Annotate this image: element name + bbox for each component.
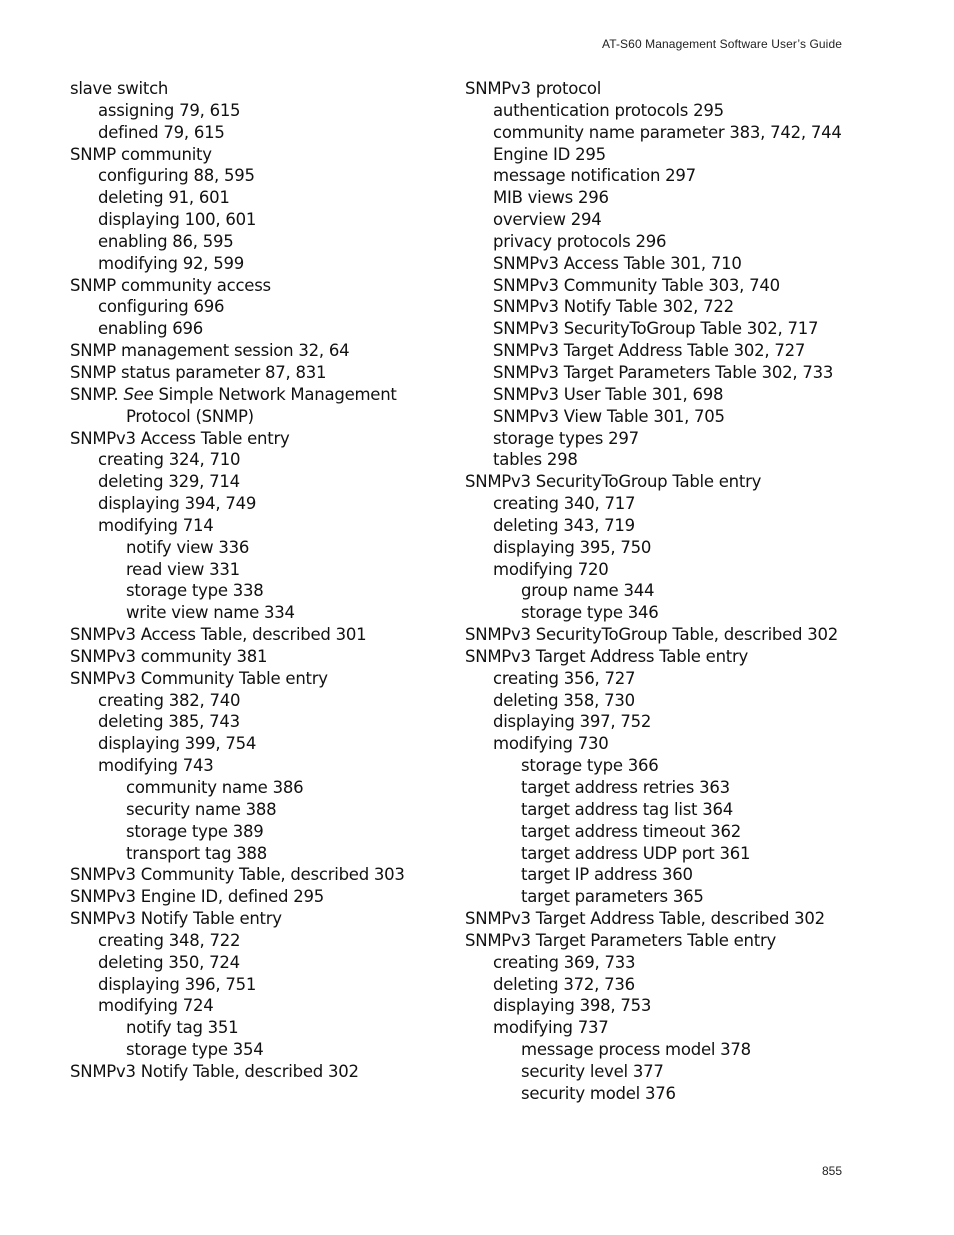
index-subentry: modifying 737 [493,1018,609,1038]
index-subentry: enabling 86, 595 [98,231,234,251]
index-subentry: creating 340, 717 [493,494,636,514]
index-subentry: modifying 730 [493,734,609,754]
index-subentry: SNMPv3 Target Address Table 302, 727 [493,341,806,361]
index-subentry: storage types 297 [493,428,639,448]
index-subentry: read view 331 [126,559,240,579]
index-subentry: MIB views 296 [493,188,609,208]
index-entry: SNMPv3 Target Parameters Table entry [465,930,777,950]
index-entry: SNMPv3 SecurityToGroup Table, described 302 [465,625,839,645]
index-subentry: SNMPv3 Target Parameters Table 302, 733 [493,362,834,382]
index-subentry: displaying 397, 752 [493,712,652,732]
index-entry: slave switch [70,79,169,98]
index-entry: SNMP community [70,144,212,164]
index-subentry: target parameters 365 [521,887,704,907]
index-subentry: displaying 100, 601 [98,210,257,230]
index-subentry: deleting 350, 724 [98,952,240,972]
index-subentry: deleting 372, 736 [493,974,635,994]
index-subentry: target address timeout 362 [521,821,742,841]
index-subentry: modifying 720 [493,559,609,579]
index-subentry: creating 324, 710 [98,450,241,470]
index-entry: SNMP community access [70,275,271,295]
index-subentry: transport tag 388 [126,843,268,863]
index-subentry: deleting 329, 714 [98,472,240,492]
index-subentry: group name 344 [521,581,655,601]
index-subentry: configuring 696 [98,297,225,317]
index-subentry: overview 294 [493,210,602,230]
index-entry [70,384,450,406]
index-entry: SNMPv3 Notify Table, described 302 [70,1061,359,1081]
index-subentry: modifying 724 [98,996,214,1016]
index-entry: SNMP management session 32, 64 [70,341,350,361]
index-subentry: notify tag 351 [126,1018,239,1038]
index-entry: SNMPv3 Engine ID, defined 295 [70,887,324,907]
index-subentry: creating 356, 727 [493,668,636,688]
index-subentry: SNMPv3 SecurityToGroup Table 302, 717 [493,319,819,339]
index-subentry: creating 348, 722 [98,930,241,950]
index-subentry: target address retries 363 [521,778,730,797]
index-subentry: storage type 389 [126,821,264,841]
index-entry-term: SNMP. [70,384,119,404]
index-entry: SNMPv3 protocol [465,79,602,98]
index-subentry: write view name 334 [126,603,295,623]
index-subentry: Engine ID 295 [493,144,606,164]
index-subentry: SNMPv3 Community Table 303, 740 [493,275,780,295]
index-subentry: deleting 358, 730 [493,690,635,710]
index-subentry: deleting 385, 743 [98,712,240,732]
index-subentry: displaying 398, 753 [493,996,652,1016]
index-entry: SNMPv3 Access Table entry [70,428,290,448]
index-entry: SNMPv3 Notify Table entry [70,909,282,929]
index-subentry: message notification 297 [493,166,696,186]
index-entry: SNMPv3 Community Table entry [70,668,328,688]
index-subentry: tables 298 [493,450,578,470]
index-entry: SNMPv3 Target Address Table, described 302 [465,909,825,929]
index-subentry: assigning 79, 615 [98,100,241,120]
index-subentry: security name 388 [126,799,277,819]
index-subentry: modifying 743 [98,756,214,776]
index-subentry: creating 369, 733 [493,952,636,972]
index-subentry: security model 376 [521,1083,676,1103]
index-entry: SNMPv3 community 381 [70,646,268,666]
index-entry: SNMPv3 SecurityToGroup Table entry [465,472,762,492]
index-subentry: authentication protocols 295 [493,100,724,120]
index-subentry: enabling 696 [98,319,204,339]
index-subentry: modifying 714 [98,515,214,535]
index-subentry: configuring 88, 595 [98,166,255,186]
index-subentry: security level 377 [521,1061,664,1081]
index-subentry: notify view 336 [126,537,250,557]
index-subentry: displaying 399, 754 [98,734,257,754]
index-subentry: community name 386 [126,778,304,797]
index-subentry: target address UDP port 361 [521,843,751,863]
index-subentry: deleting 343, 719 [493,515,635,535]
index-entry: SNMPv3 Target Address Table entry [465,646,749,666]
index-subentry: target address tag list 364 [521,799,734,819]
index-subentry: deleting 91, 601 [98,188,230,208]
index-subentry: defined 79, 615 [98,122,225,142]
index-subentry: modifying 92, 599 [98,253,244,273]
index-subentry: target IP address 360 [521,865,693,885]
running-header: AT-S60 Management Software User’s Guide [601,37,842,51]
see-reference-target: Simple Network Management [153,384,397,404]
index-column-right [465,78,855,1105]
see-reference-label: See [123,384,154,404]
index-subentry: storage type 366 [521,756,659,776]
index-subentry: SNMPv3 View Table 301, 705 [493,406,725,426]
index-subentry: privacy protocols 296 [493,231,667,251]
index-subentry: creating 382, 740 [98,690,241,710]
index-subentry: SNMPv3 User Table 301, 698 [493,384,724,404]
index-subentry: SNMPv3 Notify Table 302, 722 [493,297,734,317]
index-subentry: displaying 396, 751 [98,974,257,994]
page-number: 855 [821,1164,842,1178]
index-subentry: SNMPv3 Access Table 301, 710 [493,253,742,273]
index-subentry: storage type 338 [126,581,264,601]
index-subentry: displaying 395, 750 [493,537,652,557]
index-subentry: community name parameter 383, 742, 744 [493,122,842,142]
index-column-left [70,78,450,1083]
index-subentry: message process model 378 [521,1040,751,1060]
index-subentry: storage type 346 [521,603,659,623]
index-entry: SNMP status parameter 87, 831 [70,362,327,382]
index-entry: SNMPv3 Community Table, described 303 [70,865,405,885]
index-subentry: storage type 354 [126,1040,264,1060]
index-entry-continuation: Protocol (SNMP) [126,406,254,426]
index-entry: SNMPv3 Access Table, described 301 [70,625,367,645]
index-subentry: displaying 394, 749 [98,494,257,514]
